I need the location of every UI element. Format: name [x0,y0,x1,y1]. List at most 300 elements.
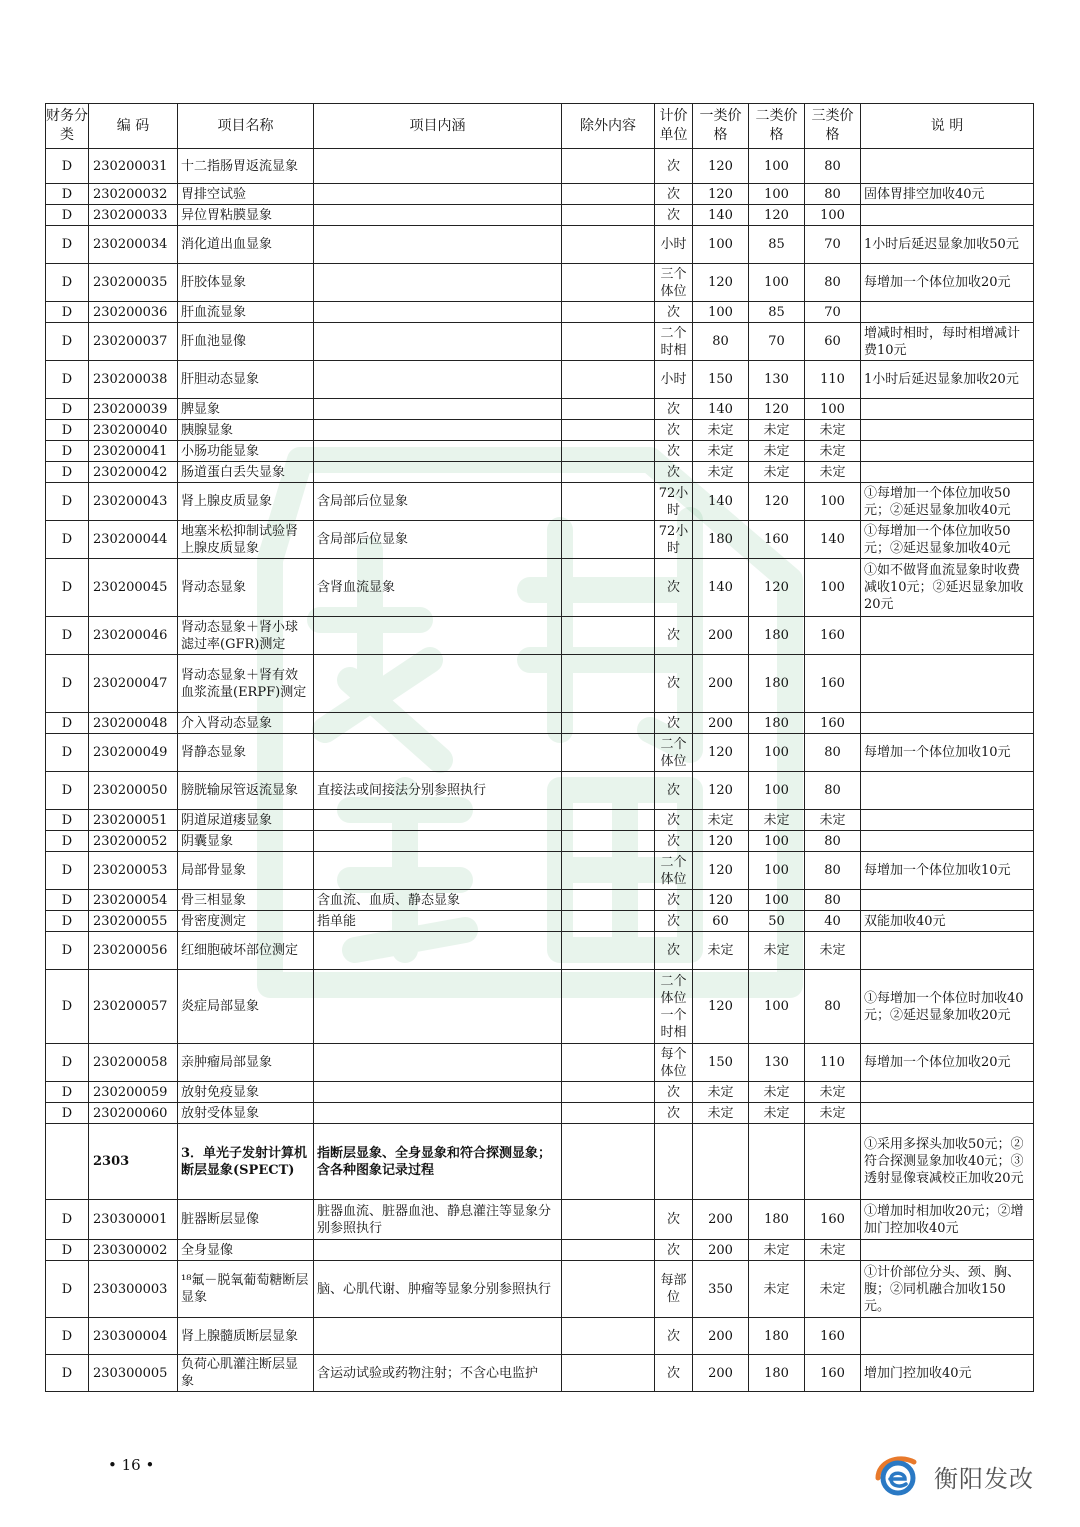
row-code: 230300002 [89,1240,178,1261]
row-unit: 次 [655,184,693,205]
row-price3: 未定 [805,1103,861,1124]
brand-name: 衡阳发改 [934,1464,1034,1493]
row-price3: 160 [805,713,861,734]
row-code: 230300001 [89,1200,178,1240]
row-price3: 80 [805,149,861,184]
row-excluded [562,911,655,932]
header-code: 编 码 [89,104,178,149]
row-note [861,831,1034,852]
row-price2: 85 [749,302,805,323]
row-note [861,890,1034,911]
row-note: ①采用多探头加收50元；②符合探测显象加收40元；③透射显像衰减校正加收20元 [861,1124,1034,1200]
row-note [861,772,1034,810]
row-category: D [46,970,89,1044]
row-price1: 140 [693,483,749,521]
row-name: 地塞米松抑制试验肾上腺皮质显象 [178,521,314,559]
row-content [314,617,562,655]
row-name: 胰腺显象 [178,420,314,441]
row-content [314,462,562,483]
row-name: 肠道蛋白丢失显象 [178,462,314,483]
row-content [314,852,562,890]
row-note [861,1318,1034,1355]
row-price2: 100 [749,149,805,184]
row-category: D [46,149,89,184]
table-row [46,264,1034,302]
table-row [46,852,1034,890]
row-category: D [46,713,89,734]
row-price1: 140 [693,205,749,226]
row-category: D [46,521,89,559]
row-note [861,617,1034,655]
row-excluded [562,205,655,226]
row-code: 230200031 [89,149,178,184]
row-unit [655,1124,693,1200]
row-name: 胃排空试验 [178,184,314,205]
row-unit: 次 [655,1103,693,1124]
row-note [861,302,1034,323]
row-unit: 次 [655,655,693,713]
row-name: 骨三相显象 [178,890,314,911]
table-row [46,655,1034,713]
row-price2: 180 [749,713,805,734]
row-code: 230200037 [89,323,178,361]
row-code: 230200053 [89,852,178,890]
row-note: ①每增加一个体位加收50元；②延迟显象加收40元 [861,521,1034,559]
row-price1: 120 [693,772,749,810]
row-price1: 未定 [693,462,749,483]
table-row [46,462,1034,483]
row-name: 十二指肠胃返流显象 [178,149,314,184]
row-price3: 未定 [805,810,861,831]
table-row [46,302,1034,323]
header-note: 说 明 [861,104,1034,149]
row-note [861,149,1034,184]
row-price1: 200 [693,1318,749,1355]
row-name: 脾显象 [178,399,314,420]
row-note [861,655,1034,713]
row-content [314,734,562,772]
row-price3: 110 [805,1044,861,1082]
table-row [46,441,1034,462]
row-price1: 120 [693,831,749,852]
row-excluded [562,1261,655,1318]
table-row [46,205,1034,226]
table-row [46,713,1034,734]
row-unit: 次 [655,302,693,323]
row-excluded [562,399,655,420]
row-price3: 60 [805,323,861,361]
row-name: 小肠功能显象 [178,441,314,462]
row-price1: 未定 [693,420,749,441]
row-unit: 次 [655,911,693,932]
row-content [314,264,562,302]
row-code: 230200059 [89,1082,178,1103]
row-code: 230300005 [89,1355,178,1392]
row-code: 230200049 [89,734,178,772]
row-price2: 未定 [749,932,805,970]
row-price3: 160 [805,1200,861,1240]
row-content: 含局部后位显象 [314,521,562,559]
row-note [861,420,1034,441]
row-price3: 140 [805,521,861,559]
row-note [861,441,1034,462]
row-category: D [46,302,89,323]
row-unit: 二个体位 [655,734,693,772]
row-note [861,932,1034,970]
row-excluded [562,890,655,911]
row-note: 增加门控加收40元 [861,1355,1034,1392]
table-row [46,890,1034,911]
row-category: D [46,264,89,302]
row-content [314,1240,562,1261]
row-code: 230200038 [89,361,178,399]
row-excluded [562,420,655,441]
row-code: 230200052 [89,831,178,852]
table-row [46,734,1034,772]
row-content: 脑、心肌代谢、肿瘤等显象分别参照执行 [314,1261,562,1318]
row-price1: 200 [693,1200,749,1240]
row-category: D [46,1082,89,1103]
row-excluded [562,1082,655,1103]
row-code: 230200033 [89,205,178,226]
row-content [314,441,562,462]
row-price2: 未定 [749,420,805,441]
row-note: 双能加收40元 [861,911,1034,932]
row-code: 230200048 [89,713,178,734]
row-price2: 未定 [749,1261,805,1318]
row-price3: 110 [805,361,861,399]
row-code: 230200060 [89,1103,178,1124]
table-row [46,323,1034,361]
row-price1: 150 [693,1044,749,1082]
row-note [861,1103,1034,1124]
table-row [46,1200,1034,1240]
table-row [46,617,1034,655]
row-excluded [562,655,655,713]
row-price3: 未定 [805,1261,861,1318]
row-category: D [46,1044,89,1082]
row-price1: 未定 [693,1103,749,1124]
table-header-row [46,104,1034,149]
row-price3: 160 [805,1318,861,1355]
row-price2: 130 [749,1044,805,1082]
row-category: D [46,399,89,420]
row-price2: 100 [749,264,805,302]
table-row [46,226,1034,264]
row-excluded [562,559,655,617]
row-price3: 80 [805,734,861,772]
row-unit: 次 [655,441,693,462]
row-unit: 每个体位 [655,1044,693,1082]
row-category: D [46,361,89,399]
row-name: 放射免疫显象 [178,1082,314,1103]
row-category: D [46,1318,89,1355]
row-excluded [562,1355,655,1392]
row-content [314,184,562,205]
row-content: 指单能 [314,911,562,932]
row-excluded [562,441,655,462]
row-code: 2303 [89,1124,178,1200]
row-excluded [562,772,655,810]
brand-logo-icon [870,1452,926,1500]
row-code: 230200047 [89,655,178,713]
row-name: 肝胶体显象 [178,264,314,302]
row-excluded [562,149,655,184]
row-excluded [562,1103,655,1124]
row-unit: 次 [655,617,693,655]
row-category: D [46,483,89,521]
row-price3: 80 [805,264,861,302]
header-excluded: 除外内容 [562,104,655,149]
row-note: 增减时相时，每时相增减计费10元 [861,323,1034,361]
row-excluded [562,1240,655,1261]
row-unit: 次 [655,1318,693,1355]
row-unit: 次 [655,559,693,617]
row-excluded [562,713,655,734]
row-note: ①计价部位分头、颈、胸、腹；②同机融合加收150元。 [861,1261,1034,1318]
row-price1: 140 [693,559,749,617]
header-content: 项目内涵 [314,104,562,149]
row-excluded [562,734,655,772]
row-excluded [562,617,655,655]
row-price1: 200 [693,1355,749,1392]
row-price2: 100 [749,890,805,911]
row-price3: 80 [805,970,861,1044]
row-content: 含运动试验或药物注射；不含心电监护 [314,1355,562,1392]
row-unit: 次 [655,713,693,734]
row-code: 230200050 [89,772,178,810]
row-category: D [46,462,89,483]
table-row [46,483,1034,521]
row-excluded [562,831,655,852]
row-category: D [46,323,89,361]
row-category: D [46,890,89,911]
row-unit: 次 [655,149,693,184]
row-code: 230200034 [89,226,178,264]
page-number: • 16 • [108,1456,155,1474]
row-price2: 180 [749,1318,805,1355]
row-excluded [562,1200,655,1240]
row-name: 3．单光子发射计算机断层显象(SPECT) [178,1124,314,1200]
row-price2: 180 [749,1200,805,1240]
row-note [861,1240,1034,1261]
row-category: D [46,1261,89,1318]
row-content [314,1103,562,1124]
row-price3: 未定 [805,420,861,441]
row-excluded [562,483,655,521]
row-name: 局部骨显象 [178,852,314,890]
row-name: 骨密度测定 [178,911,314,932]
row-note: ①每增加一个体位加收50元；②延迟显象加收40元 [861,483,1034,521]
row-category: D [46,932,89,970]
row-code: 230200056 [89,932,178,970]
row-price1: 140 [693,399,749,420]
row-content [314,831,562,852]
header-name: 项目名称 [178,104,314,149]
row-category: D [46,655,89,713]
row-note: 1小时后延迟显象加收20元 [861,361,1034,399]
row-price3: 100 [805,399,861,420]
row-unit: 次 [655,890,693,911]
row-excluded [562,361,655,399]
row-unit: 次 [655,772,693,810]
row-content: 含局部后位显象 [314,483,562,521]
row-excluded [562,852,655,890]
row-category: D [46,1355,89,1392]
row-category: D [46,226,89,264]
row-unit: 次 [655,1240,693,1261]
table-row [46,1103,1034,1124]
row-name: 膀胱输尿管返流显象 [178,772,314,810]
row-category: D [46,1240,89,1261]
row-excluded [562,1318,655,1355]
row-unit: 次 [655,462,693,483]
table-row [46,420,1034,441]
row-price1: 120 [693,184,749,205]
row-name: 脏器断层显像 [178,1200,314,1240]
row-unit: 次 [655,810,693,831]
row-code: 230200039 [89,399,178,420]
row-name: 肝血池显像 [178,323,314,361]
row-code: 230200040 [89,420,178,441]
table-row [46,772,1034,810]
row-price2: 100 [749,734,805,772]
row-price2: 100 [749,184,805,205]
row-unit: 次 [655,1082,693,1103]
header-unit: 计价单位 [655,104,693,149]
row-price2: 130 [749,361,805,399]
row-note: ①增加时相加收20元；②增加门控加收40元 [861,1200,1034,1240]
row-code: 230200036 [89,302,178,323]
table-row [46,911,1034,932]
row-unit: 每部位 [655,1261,693,1318]
row-price1: 200 [693,1240,749,1261]
row-price1: 80 [693,323,749,361]
row-excluded [562,810,655,831]
row-content [314,302,562,323]
row-price2: 120 [749,399,805,420]
row-price1: 60 [693,911,749,932]
row-name: 放射受体显象 [178,1103,314,1124]
row-note: 固体胃排空加收40元 [861,184,1034,205]
row-name: 肾上腺髓质断层显象 [178,1318,314,1355]
row-price3: 70 [805,226,861,264]
table-row [46,932,1034,970]
row-excluded [562,226,655,264]
row-price3: 100 [805,559,861,617]
row-code: 230300003 [89,1261,178,1318]
row-code: 230200054 [89,890,178,911]
row-excluded [562,323,655,361]
row-content [314,655,562,713]
row-category: D [46,911,89,932]
row-content [314,932,562,970]
row-name: ¹⁸氟－脱氧葡萄糖断层显象 [178,1261,314,1318]
row-note: ①如不做肾血流显象时收费减收10元；②延迟显象加收20元 [861,559,1034,617]
row-note: ①每增加一个体位时加收40元；②延迟显象加收20元 [861,970,1034,1044]
table-row [46,184,1034,205]
row-price2: 120 [749,205,805,226]
row-name: 介入肾动态显象 [178,713,314,734]
row-price2: 未定 [749,441,805,462]
row-note [861,399,1034,420]
table-row [46,149,1034,184]
row-category: D [46,617,89,655]
row-category: D [46,420,89,441]
row-category: D [46,1103,89,1124]
table-row [46,521,1034,559]
row-category [46,1124,89,1200]
row-price3: 未定 [805,932,861,970]
row-unit: 次 [655,1355,693,1392]
table-row [46,1261,1034,1318]
row-content: 脏器血流、脏器血池、静息灌注等显象分别参照执行 [314,1200,562,1240]
row-price1: 120 [693,149,749,184]
row-code: 230200051 [89,810,178,831]
row-name: 亲肿瘤局部显象 [178,1044,314,1082]
row-note: 每增加一个体位加收20元 [861,1044,1034,1082]
row-category: D [46,184,89,205]
row-name: 红细胞破坏部位测定 [178,932,314,970]
row-content [314,1044,562,1082]
row-excluded [562,1044,655,1082]
section-row [46,1124,1034,1200]
row-unit: 小时 [655,226,693,264]
header-price1: 一类价格 [693,104,749,149]
row-price2: 未定 [749,1103,805,1124]
row-note: 每增加一个体位加收20元 [861,264,1034,302]
row-price3: 80 [805,772,861,810]
row-name: 肾上腺皮质显象 [178,483,314,521]
table-row [46,1355,1034,1392]
row-code: 230200032 [89,184,178,205]
row-excluded [562,264,655,302]
row-name: 肾静态显象 [178,734,314,772]
row-content [314,1082,562,1103]
row-name: 肾动态显象 [178,559,314,617]
row-name: 全身显像 [178,1240,314,1261]
table-row [46,399,1034,420]
row-excluded [562,462,655,483]
row-price3: 70 [805,302,861,323]
row-price3: 160 [805,617,861,655]
row-name: 肝胆动态显象 [178,361,314,399]
row-price1: 未定 [693,441,749,462]
row-price1: 150 [693,361,749,399]
row-price3: 160 [805,655,861,713]
row-price1: 120 [693,852,749,890]
row-excluded [562,970,655,1044]
row-note [861,1082,1034,1103]
row-content [314,323,562,361]
row-price3: 160 [805,1355,861,1392]
row-excluded [562,302,655,323]
row-price1: 200 [693,655,749,713]
row-price2: 120 [749,559,805,617]
row-unit: 72小时 [655,483,693,521]
row-price1: 未定 [693,810,749,831]
table-row [46,831,1034,852]
row-unit: 72小时 [655,521,693,559]
header-price3: 三类价格 [805,104,861,149]
row-note [861,810,1034,831]
table-row [46,1044,1034,1082]
row-unit: 次 [655,399,693,420]
row-price2: 未定 [749,1240,805,1261]
row-price1: 120 [693,264,749,302]
row-price3: 40 [805,911,861,932]
row-price2: 50 [749,911,805,932]
